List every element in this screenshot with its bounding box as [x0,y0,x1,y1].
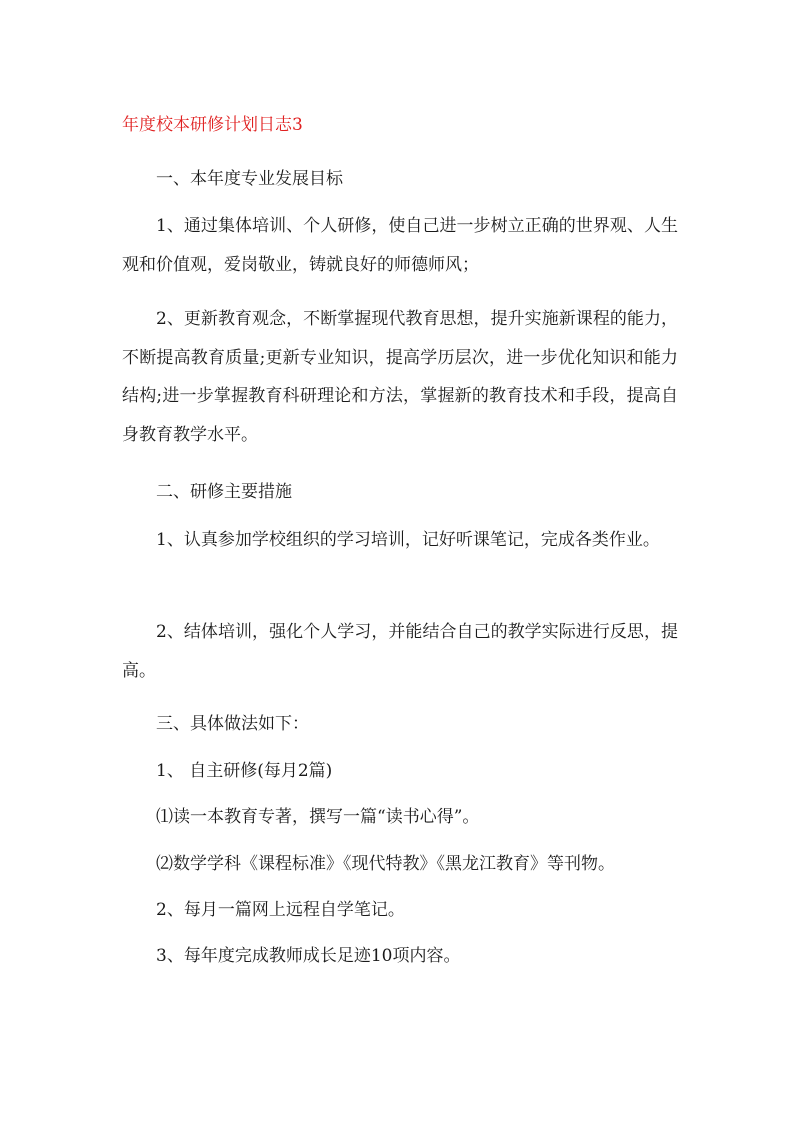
paragraph-measure-2: 2、结体培训，强化个人学习，并能结合自己的教学实际进行反思，提高。 [122,622,678,681]
section-heading-goals: 一、本年度专业发展目标 [156,169,343,189]
paragraph-method-2: 2、每月一篇网上远程自学笔记。 [156,900,405,920]
paragraph-goal-1: 1、通过集体培训、个人研修，使自己进一步树立正确的世界观、人生观和价值观，爱岗敬业，铸就良好的师德师风； [122,216,678,275]
section-heading-methods: 三、具体做法如下： [156,714,309,734]
paragraph-method-1: 1、 自主研修(每月2篇) [156,761,333,781]
paragraph-goal-2: 2、更新教育观念，不断掌握现代教育思想，提升实施新课程的能力，不断提高教育质量;更新专业知识，提高学历层次，进一步优化知识和能力结构;进一步掌握教育科研理论和方法，掌握新的教育技术和手段，提高自身教育教学水平。 [122,309,678,445]
paragraph-method-1a: ⑴读一本教育专著，撰写一篇“读书心得”。 [156,807,480,827]
document-title: 年度校本研修计划日志3 [122,115,303,135]
paragraph-method-3: 3、每年度完成教师成长足迹10项内容。 [156,946,461,966]
paragraph-method-1b: ⑵数学学科《课程标准》《现代特教》《黑龙江教育》等刊物。 [156,854,615,874]
paragraph-measure-1: 1、认真参加学校组织的学习培训，记好听课笔记，完成各类作业。 [156,530,660,550]
section-heading-measures: 二、研修主要措施 [156,482,292,502]
